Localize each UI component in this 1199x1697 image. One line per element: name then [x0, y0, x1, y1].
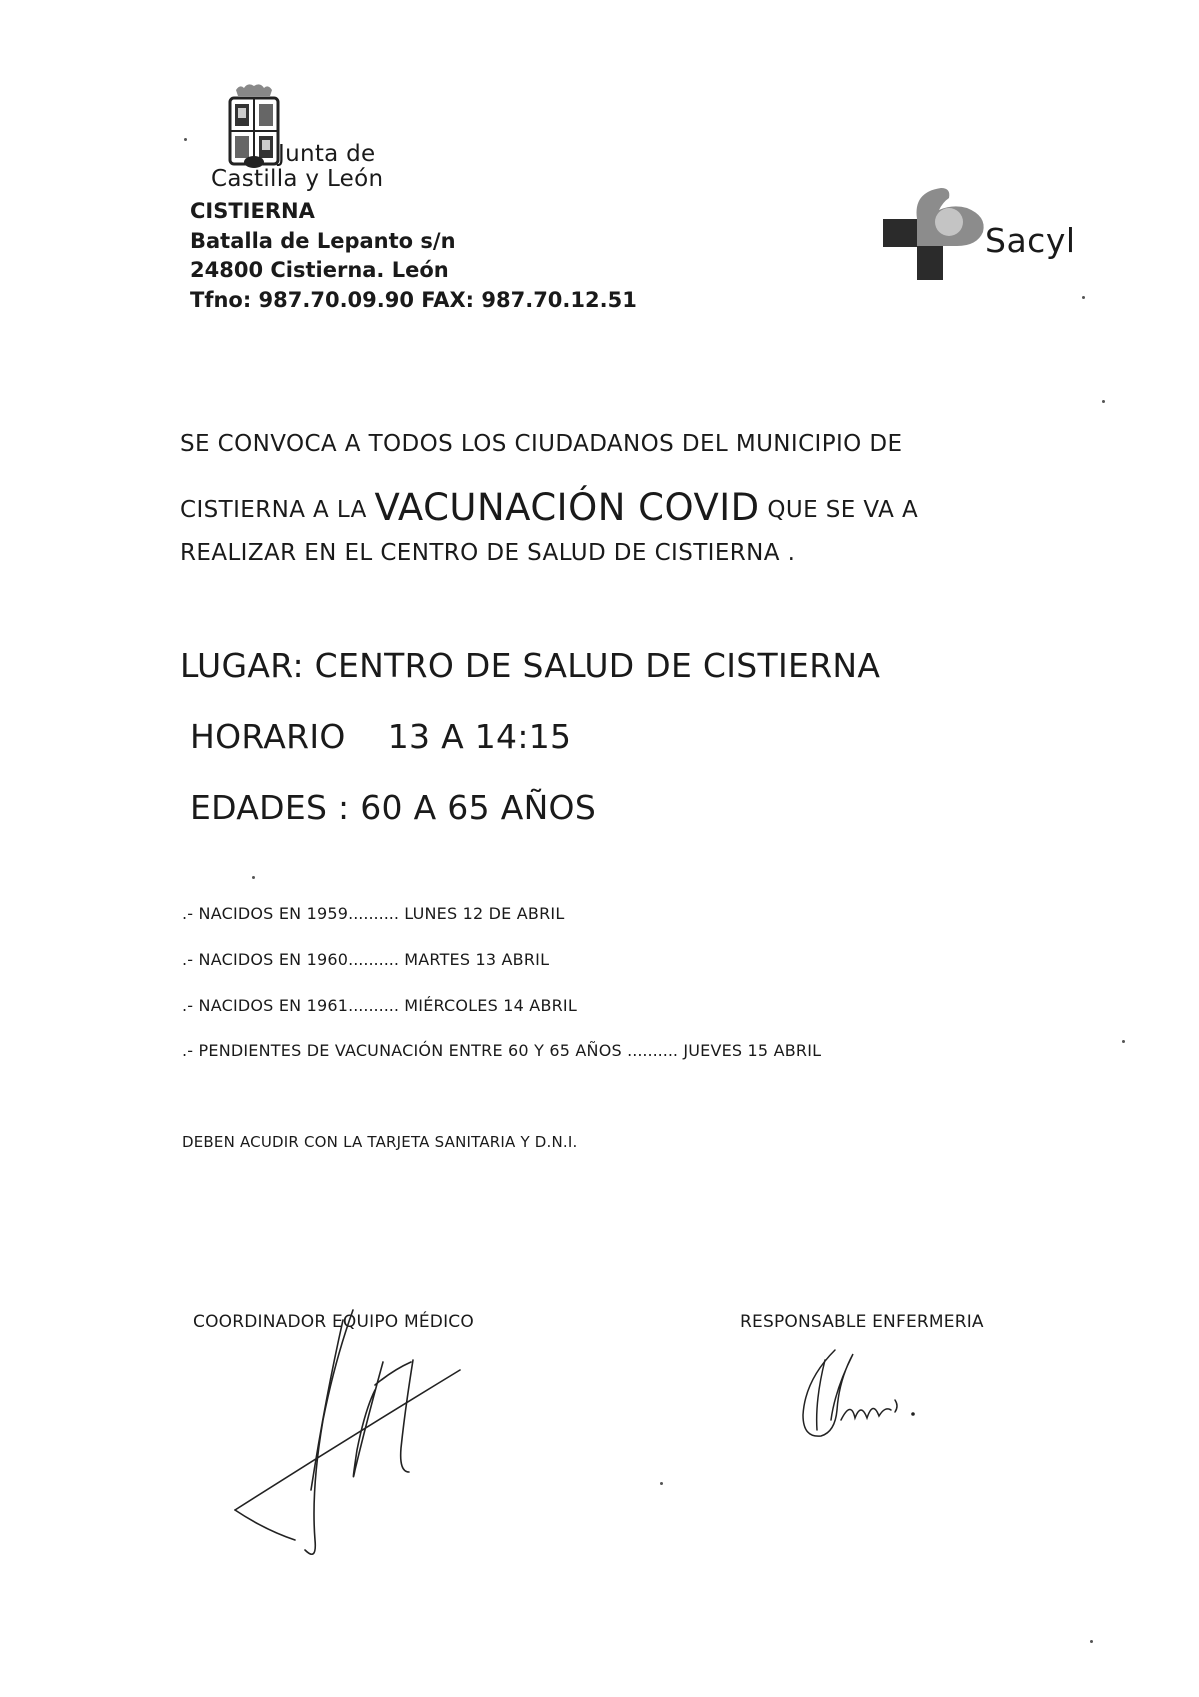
scan-speck: [1082, 296, 1085, 299]
announcement-line-2-pre: CISTIERNA A LA: [180, 497, 367, 523]
schedule-day: LUNES 12 DE ABRIL: [404, 904, 565, 923]
scan-speck: [660, 1482, 663, 1485]
scan-speck: [1102, 400, 1105, 403]
sacyl-brand-text: Sacyl: [985, 221, 1076, 260]
announcement-line-3: REALIZAR EN EL CENTRO DE SALUD DE CISTIERNA .: [180, 540, 796, 566]
horario-value: 13 A 14:15: [387, 717, 572, 756]
schedule-dots: ..........: [348, 950, 399, 969]
center-contact: Tfno: 987.70.09.90 FAX: 987.70.12.51: [190, 288, 637, 312]
schedule-group: .- NACIDOS EN 1959: [182, 904, 349, 923]
center-address: Batalla de Lepanto s/n: [190, 229, 456, 253]
schedule-item: [182, 996, 577, 1015]
nursing-signature: [795, 1340, 945, 1450]
scan-speck: [1090, 1640, 1093, 1643]
coordinator-signature: [225, 1300, 475, 1570]
requirements-note: DEBEN ACUDIR CON LA TARJETA SANITARIA Y D.N.I.: [182, 1133, 578, 1151]
announcement-line-2: [180, 486, 918, 529]
schedule-group: .- PENDIENTES DE VACUNACIÓN ENTRE 60 Y 65 AÑOS: [182, 1041, 622, 1060]
schedule-group: .- NACIDOS EN 1961: [182, 996, 349, 1015]
schedule-day: MIÉRCOLES 14 ABRIL: [404, 996, 577, 1015]
schedule-item: [182, 904, 564, 923]
scan-speck: [1122, 1040, 1125, 1043]
announcement-line-2-post: QUE SE VA A: [767, 497, 919, 523]
signature-label-coordinator: COORDINADOR EQUIPO MÉDICO: [193, 1312, 474, 1332]
signature-label-nursing: RESPONSABLE ENFERMERIA: [740, 1312, 984, 1332]
schedule-day: MARTES 13 ABRIL: [404, 950, 550, 969]
schedule-item: [182, 950, 549, 969]
sacyl-cross-icon: [883, 184, 989, 284]
center-city: 24800 Cistierna. León: [190, 258, 449, 282]
vaccination-covid-heading: VACUNACIÓN COVID: [374, 486, 760, 529]
schedule-hours-line: [190, 717, 571, 756]
location-line: LUGAR: CENTRO DE SALUD DE CISTIERNA: [180, 646, 881, 685]
ages-line: EDADES : 60 A 65 AÑOS: [190, 788, 597, 827]
scan-speck: [184, 138, 187, 141]
org-name-line2: Castilla y León: [211, 166, 384, 192]
schedule-item: [182, 1041, 821, 1060]
scan-speck: [252, 876, 255, 879]
schedule-day: JUEVES 15 ABRIL: [683, 1041, 822, 1060]
horario-label: HORARIO: [190, 717, 346, 756]
schedule-group: .- NACIDOS EN 1960: [182, 950, 349, 969]
coat-of-arms-icon: [226, 82, 282, 170]
schedule-dots: ..........: [348, 996, 399, 1015]
schedule-dots: ..........: [627, 1041, 679, 1060]
center-name: CISTIERNA: [190, 199, 315, 223]
announcement-line-1: SE CONVOCA A TODOS LOS CIUDADANOS DEL MUNICIPIO DE: [180, 431, 903, 457]
org-name-line1: Junta de: [278, 141, 376, 167]
schedule-dots: ..........: [348, 904, 399, 923]
